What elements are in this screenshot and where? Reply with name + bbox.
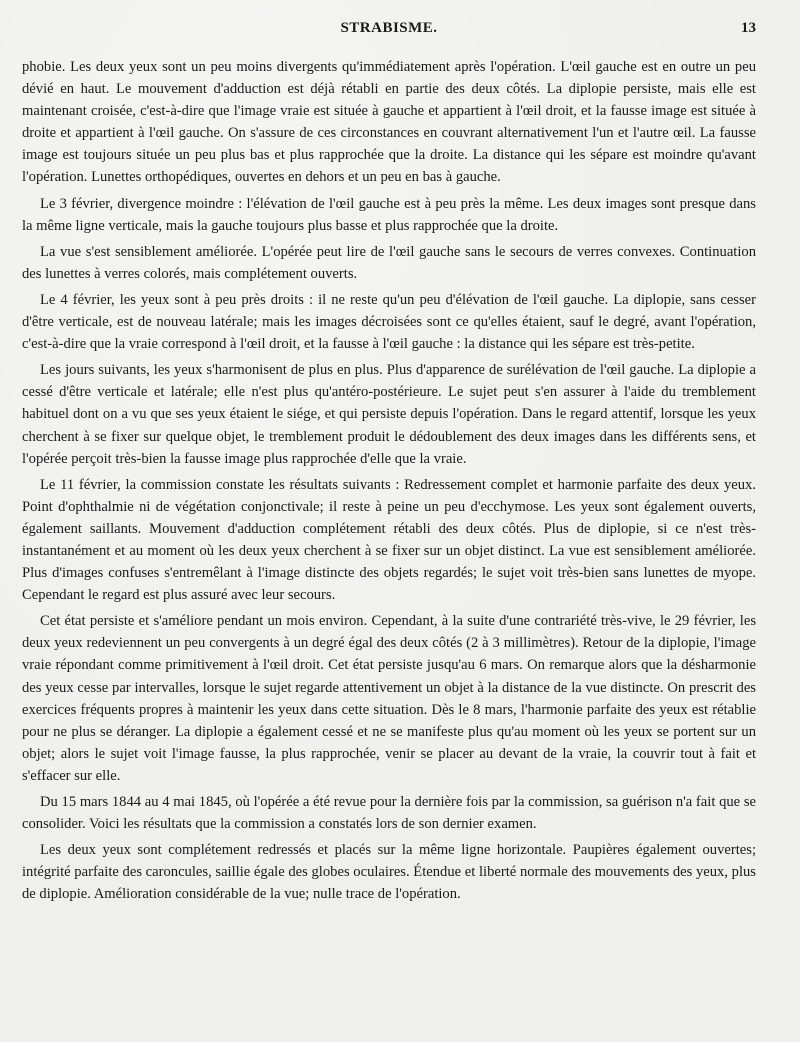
- running-title: STRABISME.: [340, 20, 438, 36]
- paragraph-following-days: Les jours suivants, les yeux s'harmonisent de plus en plus. Plus d'apparence de surélévation de l'œil gauche. La diplopie a cessé d'être verticale et latérale; elle n'est plus qu'antéro-postérieure. Le sujet peut s'en assurer à l'aide du tremblement habituel dont on a vu que ses yeux étaient le siége, et qui persiste depuis l'opération. Dans le regard attentif, lorsque les yeux cherchent à se fixer sur quelque objet, le tremblement produit le dédoublement des deux images dans les différents sens, et l'opérée perçoit très-bien la fausse image plus rapprochée d'elle que la vraie.: [22, 362, 756, 467]
- page-body: [22, 56, 756, 905]
- paragraph-feb-4: Le 4 février, les yeux sont à peu près droits : il ne reste qu'un peu d'élévation de l'œil gauche. La diplopie, sans cesser d'être verticale, est de nouveau latérale; mais les images décroisées sont ce qu'elles étaient, sauf le degré, avant l'opération, c'est-à-dire que la vraie correspond à l'œil droit, et la fausse à l'œil gauche : la distance qui les sépare est très-petite.: [22, 291, 756, 353]
- paragraph-feb-3: Le 3 février, divergence moindre : l'élévation de l'œil gauche est à peu près la même. Les deux images sont presque dans la même ligne verticale, mais la gauche toujours plus basse et plus rapprochée que la droite.: [22, 195, 756, 234]
- paragraph-final-review: Du 15 mars 1844 au 4 mai 1845, où l'opérée a été revue pour la dernière fois par la commission, sa guérison n'a fait que se consolider. Voici les résultats que la commission a constatés lors de son dernier examen.: [22, 794, 756, 833]
- page-header: [22, 18, 756, 46]
- paragraph-final-results: Les deux yeux sont complétement redressés et placés sur la même ligne horizontale. Paupières également ouvertes; intégrité parfaite des caroncules, saillie égale des globes oculaires. Étendue et liberté normale des mouvements des yeux, plus de diplopie. Amélioration considérable de la vue; nulle trace de l'opération.: [22, 842, 756, 903]
- page-number: 13: [741, 20, 756, 36]
- paragraph-relapse: Cet état persiste et s'améliore pendant un mois environ. Cependant, à la suite d'une contrariété très-vive, le 29 février, les deux yeux redeviennent un peu convergents à un degré égal des deux côtés (2 à 3 millimètres). Retour de la diplopie, l'image vraie répondant comme primitivement à l'œil droit. Cet état persiste jusqu'au 6 mars. On remarque alors que la désharmonie des yeux cesse par intervalles, lorsque le sujet regarde attentivement un objet à la distance de la vue distincte. On prescrit des exercices fréquents propres à maintenir les yeux dans cette situation. Dès le 8 mars, l'harmonie parfaite des yeux est rétablie pour ne plus se déranger. La diplopie a également cessé et ne se manifeste plus qu'au moment où les yeux se portent sur un objet; alors le sujet voit l'image fausse, la plus rapprochée, venir se placer au devant de la vraie, la couvrir tout à fait et s'effacer sur elle.: [22, 613, 756, 784]
- paragraph-vision-improved: La vue s'est sensiblement améliorée. L'opérée peut lire de l'œil gauche sans le secours de verres convexes. Continuation des lunettes à verres colorés, mais complétement ouverts.: [22, 243, 756, 282]
- paragraph-continuation: phobie. Les deux yeux sont un peu moins divergents qu'immédiatement après l'opération. L'œil gauche est en outre un peu dévié en haut. Le mouvement d'adduction est déjà rétabli en partie des deux côtés. La diplopie persiste, mais elle est maintenant croisée, c'est-à-dire que l'image vraie est située à gauche et appartient à l'œil droit, et la fausse image est située à droite et appartient à l'œil gauche. On s'assure de ces circonstances en couvrant alternativement l'un et l'autre œil. La fausse image est toujours située un peu plus bas et plus rapprochée que la droite. La distance qui les sépare est moindre qu'avant l'opération. Lunettes orthopédiques, ouvertes en dehors et un peu en bas à gauche.: [22, 59, 756, 186]
- paragraph-feb-11: Le 11 février, la commission constate les résultats suivants : Redressement complet et harmonie parfaite des deux yeux. Point d'ophthalmie ni de végétation conjonctivale; il reste à peine un peu d'ecchymose. Les yeux sont également ouverts, également saillants. Mouvement d'adduction complétement rétabli des deux côtés. Plus de diplopie, si ce n'est très-instantanément et au moment où les deux yeux cherchent à se fixer sur un objet distinct. La vue est sensiblement améliorée. Plus d'images confuses s'entremêlant à l'image distincte des objets regardés; le sujet voit très-bien sans lunettes de myope. Cependant le regard est plus assuré avec leur secours.: [22, 476, 756, 604]
